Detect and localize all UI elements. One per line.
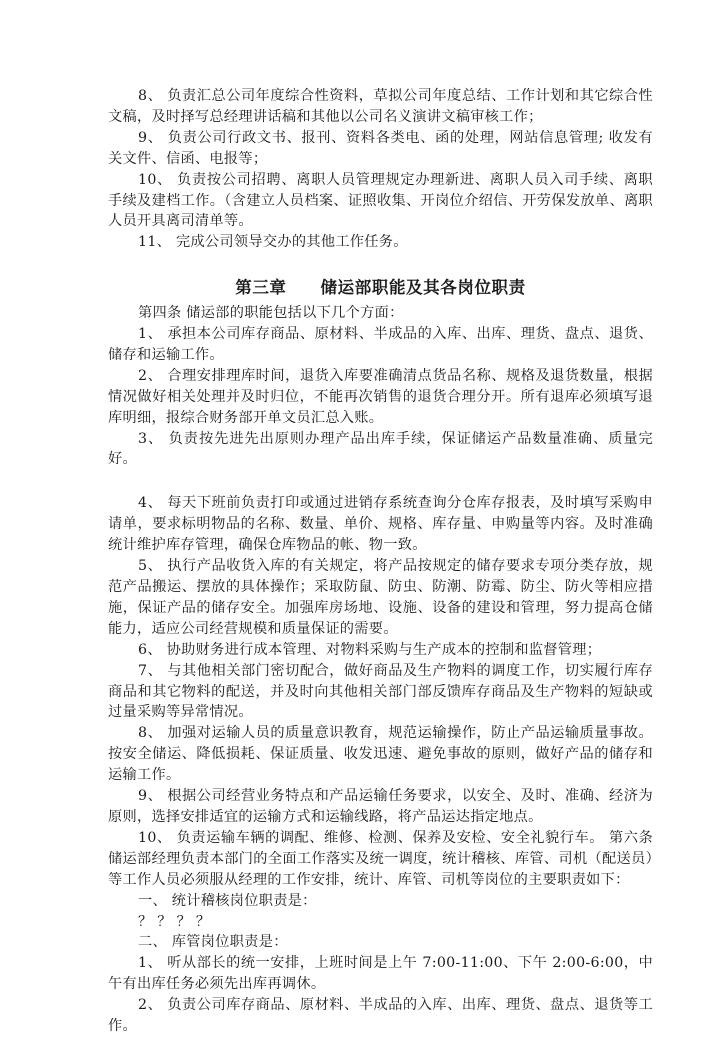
article-4-intro: 第四条 储运部的职能包括以下几个方面：	[138, 305, 404, 322]
stats-role-heading: 一、 统计稽核岗位职责是：	[138, 892, 317, 909]
function-item-10: 10、 负责运输车辆的调配、维修、检测、保养及安检、安全礼貌行车。 第六条储运部经理负责本部门的全面工作落实及统一调度，统计稽核、库管、司机（配送员）等工作人员必须服从经理的工作安排，统计、库管、司机等岗位的主要职责如下：	[108, 829, 653, 888]
function-item-9: 9、 根据公司经营业务特点和产品运输任务要求，以安全、及时、准确、经济为原则，选择安排适宜的运输方式和运输线路，将产品运达指定地点。	[108, 788, 653, 825]
duty-item-8: 8、 负责汇总公司年度综合性资料，草拟公司年度总结、工作计划和其它综合性文稿，及时择写总经理讲话稿和其他以公司名义演讲文稿审核工作；	[108, 88, 653, 125]
spacer	[108, 470, 653, 493]
function-item-2: 2、 合理安排理库时间，退货入库要准确清点货品名称、规格及退货数量，根据情况做好相关处理并及时归位，不能再次销售的退货合理分开。所有退库必须填写退库明细，报综合财务部开单文员汇总入账。	[108, 367, 653, 426]
function-item-7: 7、 与其他相关部门密切配合，做好商品及生产物料的调度工作，切实履行库存商品和其它物料的配送，并及时向其他相关部门部反馈库存商品及生产物料的短缺或过量采购等异常情况。	[108, 662, 653, 721]
duty-item-9: 9、 负责公司行政文书、报刊、资料各类电、函的处理，网站信息管理; 收发有关文件、信函、电报等；	[108, 129, 653, 167]
chapter-title: 储运部职能及其各岗位职责	[320, 278, 526, 298]
function-item-5: 5、 执行产品收货入库的有关规定，将产品按规定的储存要求专项分类存放，规范产品搬运、摆放的具体操作；采取防鼠、防虫、防潮、防霉、防尘、防火等相应措施，保证产品的储存安全。加强库房场地、设施、设备的建设和管理，努力提高仓储能力，适应公司经营规模和质量保证的需要。	[108, 558, 653, 637]
function-item-4: 4、 每天下班前负责打印或通过进销存系统查询分仓库存报表，及时填写采购申请单，要求标明物品的名称、数量、单价、规格、库存量、申购量等内容。及时准确统计维护库存管理，确保仓库物品的帐、物一致。	[108, 495, 653, 554]
chapter-heading	[108, 276, 653, 300]
warehouse-role-heading: 二、 库管岗位职责是：	[138, 934, 288, 951]
spacer	[108, 253, 653, 274]
function-item-8: 8、 加强对运输人员的质量意识教育，规范运输操作，防止产品运输质量事故。按安全储运、降低损耗、保证质量、收发迅速、避免事故的原则，做好产品的储存和运输工作。	[108, 725, 653, 784]
stats-role-placeholder: ？ ？ ？ ？	[138, 913, 211, 930]
duty-item-10: 10、 负责按公司招聘、离职人员管理规定办理新进、离职人员入司手续、离职手续及建档工作。（含建立人员档案、证照收集、开岗位介绍信、开劳保发放单、离职人员开具离司清单等。	[108, 171, 653, 230]
function-item-1: 1、 承担本公司库存商品、原材料、半成品的入库、出库、理货、盘点、退货、储存和运输工作。	[108, 326, 653, 363]
warehouse-item-1: 1、 听从部长的统一安排，上班时间是上午 7:00-11:00、下午 2:00-6:00，中午有出库任务必须先出库再调休。	[108, 955, 653, 993]
chapter-number: 第三章	[235, 278, 287, 298]
warehouse-item-2: 2、 负责公司库存商品、原材料、半成品的入库、出库、理货、盘点、退货等工作。	[108, 997, 653, 1035]
document-page	[108, 86, 653, 1037]
function-item-6: 6、 协助财务进行成本管理、对物料采购与生产成本的控制和监督管理；	[138, 641, 602, 658]
function-item-3: 3、 负责按先进先出原则办理产品出库手续，保证储运产品数量准确、质量完好。	[108, 430, 653, 468]
duty-item-11: 11、 完成公司领导交办的其他工作任务。	[138, 234, 408, 251]
